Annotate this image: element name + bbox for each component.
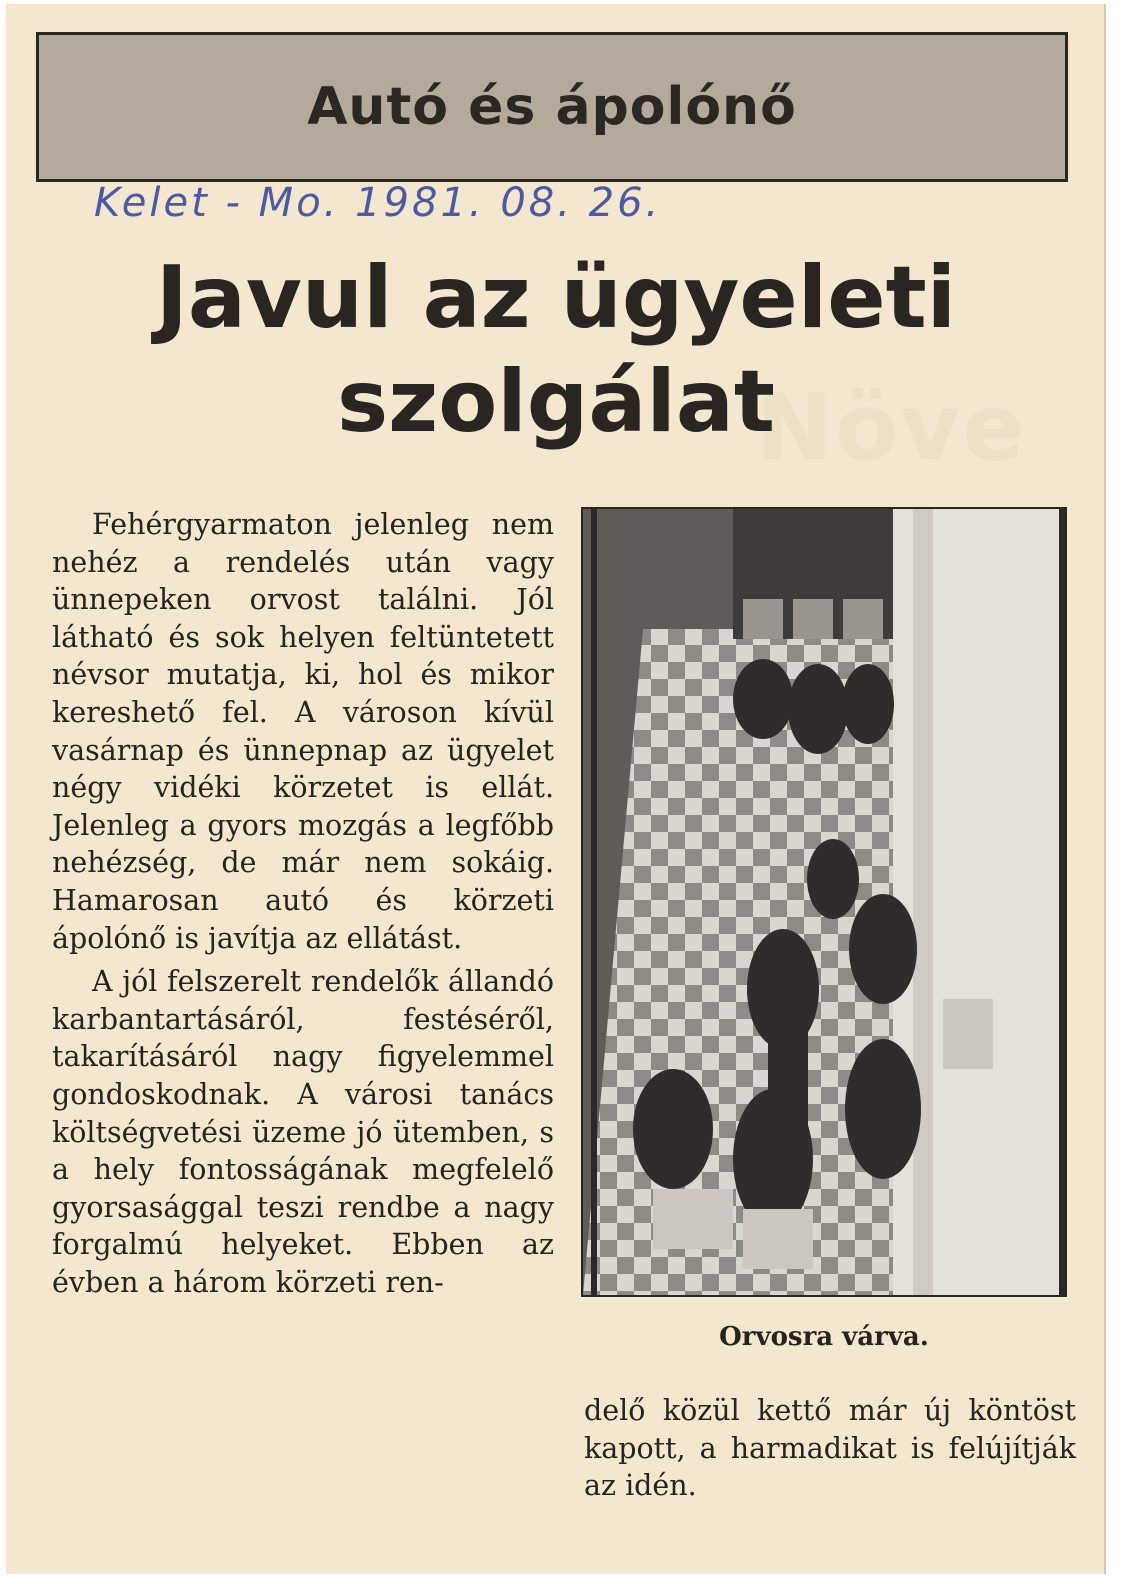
bleed-through-text: Növe <box>756 374 1027 481</box>
rubric-title: Autó és ápolónő <box>307 77 797 137</box>
newspaper-clipping <box>6 4 1106 1574</box>
waiting-room-photo <box>583 509 1065 1295</box>
article-photo <box>581 507 1067 1297</box>
article-paragraph-1: Fehérgyarmaton jelenleg nem nehéz a rendelés után vagy ünnepeken orvost találni. Jól látható és sok helyen feltüntetett névsor mutatja, ki, hol és mikor kereshető fel. A városon kívül vasárnap és ünnepnap az ügyelet négy vidéki körzetet is ellát. Jelenleg a gyors mozgás a legfőbb nehézség, de már nem sokáig. Hamarosan autó és körzeti ápolónő is javítja az ellátást. <box>52 508 554 955</box>
article-right-column <box>584 1392 1076 1505</box>
article-headline: Javul az ügyeleti szolgálat <box>155 248 957 452</box>
handwritten-source-note: Kelet - Mo. 1981. 08. 26. <box>94 180 662 226</box>
article-paragraph-2: A jól felszerelt rendelők állandó karbantartásáról, festéséről, takarításáról nagy figyelemmel gondoskodnak. A városi tanács költségvetési üzeme jó ütemben, s a hely fontosságának megfelelő gyorsasággal teszi rendbe a nagy forgalmú helyeket. Ebben az évben a három körzeti ren- <box>52 965 554 1299</box>
article-left-column <box>52 506 554 1301</box>
rubric-box <box>36 32 1068 182</box>
article-continuation: delő közül kettő már új köntöst kapott, a harmadikat is felújítják az idén. <box>584 1394 1076 1503</box>
photo-caption: Orvosra várva. <box>719 1322 929 1352</box>
